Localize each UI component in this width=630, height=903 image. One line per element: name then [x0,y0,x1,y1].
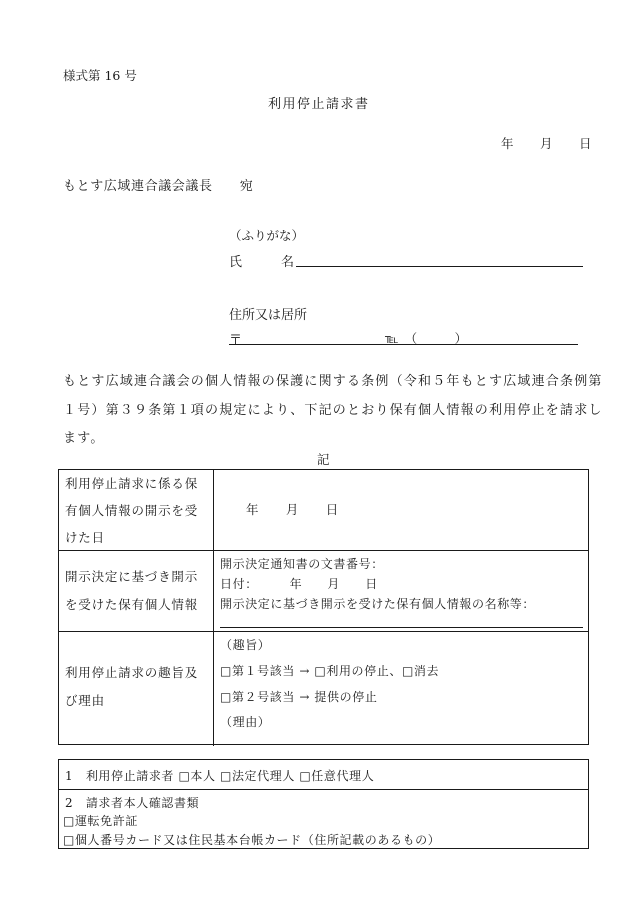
row1-label-line2: 有個人情報の開示を受 [65,503,199,518]
id-docs-title: 2 請求者本人確認書類 [65,796,200,810]
row3-purpose-label: （趣旨） [220,638,271,652]
row3-reason-label: （理由） [220,715,271,729]
row1-label-line3: けた日 [65,530,105,545]
requester-type[interactable]: 1 利用停止請求者 □本人 □法定代理人 □任意代理人 [65,769,375,783]
row-divider [59,631,588,632]
row3-label-line1: 利用停止請求の趣旨及 [65,665,199,680]
name-input-line[interactable] [296,266,583,267]
date-line: 年 月 日 [501,136,593,151]
body-line-1: もとす広域連合議会の個人情報の保護に関する条例（令和５年もとす広域連合条例第 [63,374,603,389]
tel-label: ℡ （ ） [385,331,468,346]
row3-label-line2: び理由 [65,693,105,708]
requester-box [58,759,589,849]
body-line-2: １号）第３９条第１項の規定により、下記のとおり保有個人情報の利用停止を請求し [63,403,603,418]
details-table [58,469,589,745]
row1-label-line1: 利用停止請求に係る保 [65,476,199,491]
name-label: 氏 名 [229,255,295,270]
addressee: もとす広域連合議会議長 宛 [63,179,254,194]
row2-info-name-line[interactable] [220,627,583,628]
page-title: 利用停止請求書 [268,97,370,112]
form-number: 様式第 16 号 [63,68,137,83]
row2-doc-number[interactable]: 開示決定通知書の文書番号： [220,557,384,571]
furigana-label: （ふりがな） [229,228,305,243]
address-label: 住所又は居所 [229,308,308,323]
ki-marker: 記 [317,452,330,467]
row2-info-name-label: 開示決定に基づき開示を受けた保有個人情報の名称等： [220,597,536,611]
row-divider [59,550,588,551]
postal-mark: 〒 [229,333,243,348]
row2-label-line2: を受けた保有個人情報 [65,597,199,612]
row2-label-line1: 開示決定に基づき開示 [65,569,199,584]
row2-date[interactable]: 日付： 年 月 日 [220,577,378,591]
row1-disclosure-date[interactable]: 年 月 日 [246,502,340,517]
row3-option1[interactable]: □第１号該当 → □利用の停止、□消去 [220,664,440,678]
row3-option2[interactable]: □第２号該当 → 提供の停止 [220,690,378,704]
id-doc-my-number-card[interactable]: □個人番号カード又は住民基本台帳カード（住所記載のあるもの） [63,833,441,847]
address-input-line[interactable] [229,344,578,345]
column-divider [213,470,214,746]
id-doc-drivers-license[interactable]: □運転免許証 [63,814,138,828]
box-divider [59,789,588,790]
body-line-3: ます。 [63,431,105,446]
